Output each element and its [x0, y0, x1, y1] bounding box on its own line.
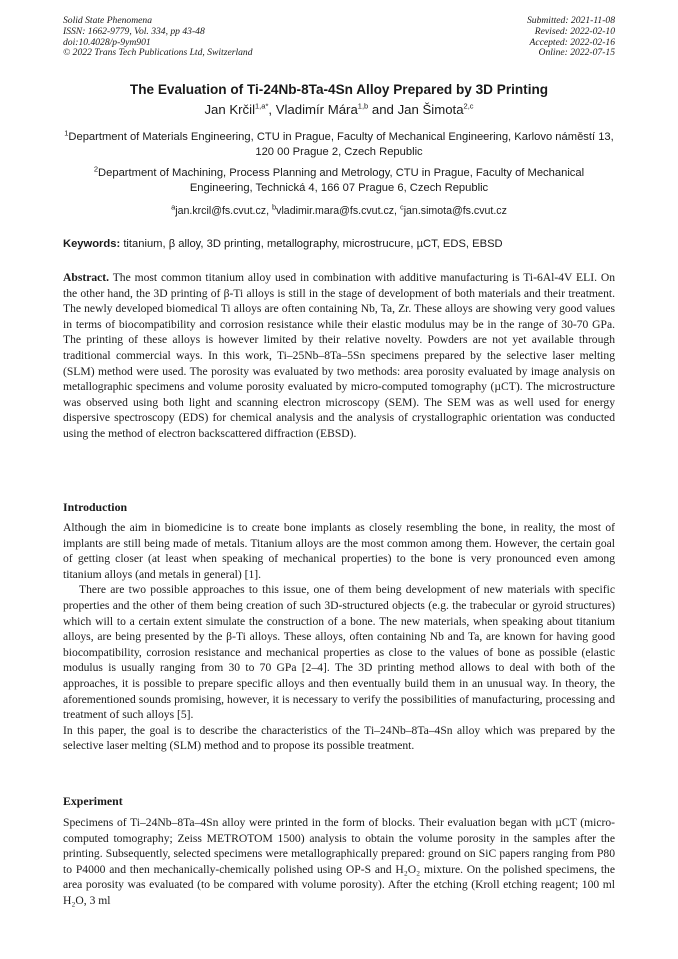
- introduction-body: [63, 520, 615, 754]
- experiment-heading: Experiment: [63, 794, 123, 808]
- affiliation-mark: 1: [64, 128, 69, 138]
- abstract-text: The most common titanium alloy used in combination with additive manufacturing is Ti-6Al-4V ELI. On the other hand, the 3D printing of β-Ti alloys is still in the stage of development of both materials and their treatment. The newly developed biomedical Ti alloys are often containing Nb, Ta, Zr. These alloys are showing very good values in terms of biocompatibility and corrosion resistance while their elastic modulus may be in the range of 30-70 GPa. The printing of these alloys is however limited by their relative novelty. Powders are not yet available through traditional commercial ways. In this work, Ti–25Nb–8Ta–5Sn specimens prepared by the selective laser melting (SLM) method were used. The porosity was evaluated by two methods: area porosity evaluated by image analysis on metallographic specimens and volume porosity evaluated by micro-computed tomography (µCT). The microstructure was observed using both light and scanning electron microscopy (SEM). The SEM was as well used for energy dispersive spectroscopy (EDS) for chemical analysis and the analysis of crystallographic orientation was conducted using the method of electron backscattered diffraction (EBSD).: [63, 271, 615, 440]
- experiment-paragraph: Specimens of Ti–24Nb–8Ta–4Sn alloy were printed in the form of blocks. Their evaluation began with µCT (micro-computed tomography; Zeiss METROTOM 1500) analysis to obtain the volume porosity in the samples after the printing. Subsequently, selected specimens were metallographically prepared: ground on SiC papers ranging from P80 to P4000 and then mechanically-chemically polished using OP-S and H₂O₂ mixture. On the polished specimens, the area porosity was evaluated (to be compared with volume porosity). After the etching (Kroll etching reagent; 100 ml H₂O, 3 ml: [63, 816, 615, 907]
- journal-name: Solid State Phenomena: [63, 15, 152, 26]
- affiliation-2: [63, 166, 615, 196]
- journal-doi: doi:10.4028/p-9ym901: [63, 36, 151, 48]
- journal-copyright: © 2022 Trans Tech Publications Ltd, Switzerland: [63, 47, 253, 59]
- email-mark: a: [171, 202, 176, 212]
- author-affiliation-mark: 1,a*: [255, 101, 269, 111]
- email-address: jan.simota@fs.cvut.cz: [403, 205, 507, 217]
- date-accepted: Accepted: 2022-02-16: [529, 36, 615, 48]
- email-address: jan.krcil@fs.cvut.cz,: [175, 205, 272, 217]
- author-name: Vladimír Mára: [275, 102, 358, 117]
- abstract-label: Abstract.: [63, 271, 110, 284]
- author-separator: and: [368, 102, 398, 117]
- abstract: [63, 270, 615, 442]
- affiliation-mark: 2: [93, 164, 99, 174]
- keywords-text: titanium, β alloy, 3D printing, metallography, microstrucure, µCT, EDS, EBSD: [123, 238, 503, 250]
- keywords-label: Keywords:: [63, 238, 121, 250]
- author-name: Jan Šimota: [397, 102, 464, 117]
- date-submitted: Submitted: 2021-11-08: [526, 15, 615, 26]
- journal-issn: ISSN: 1662-9779, Vol. 334, pp 43-48: [63, 25, 205, 37]
- journal-info: [63, 16, 253, 59]
- affiliation-1: [63, 130, 615, 160]
- introduction-paragraph: There are two possible approaches to this issue, one of them being development of new materials with specific properties and the other of them being creation of such 3D-structured objects (e.g. the trabecular or gyroid structures) which will to a certain extent simulate the construction of a bone. The new materials, when speaking about titanium alloys, are being presented by the β-Ti alloys. These alloys, often containing Nb and Ta, are known for having good biocompatibility, corrosion resistance and mechanical properties as close to the values of bone as possible (elastic modulus is usually ranging from 30 to 70 GPa [2–4]. The 3D printing method allows to deal with both of the approaches, it is possible to prepare specific alloys and then eventually build them in an unusual way. In theory, the aforementioned sounds promising, however, it is necessary to verify the possibilities of manufacturing, processing and treatment of such alloys [5].: [63, 583, 615, 722]
- introduction-paragraph: In this paper, the goal is to describe the characteristics of the Ti–24Nb–8Ta–4Sn alloy which was prepared by the selective laser melting (SLM) method and to propose its possible treatment.: [63, 723, 615, 753]
- author-list: [0, 102, 678, 117]
- introduction-paragraph: Although the aim in biomedicine is to create bone implants as closely resembling the bone, in reality, the most of implants are still being made of metals. Titanium alloys are the most common among them. However, the certain goal of getting closer (at least when speaking of mechanical properties) to the bone is very pronounced even among titanium alloys (and metals in general) [1].: [63, 521, 615, 581]
- email-mark: b: [271, 202, 277, 212]
- email-mark: c: [399, 202, 404, 212]
- author-emails: [0, 202, 678, 217]
- author-name: Jan Krčil: [204, 102, 256, 117]
- email-address: vladimir.mara@fs.cvut.cz,: [276, 205, 400, 217]
- keywords: [63, 238, 615, 250]
- date-revised: Revised: 2022-02-10: [534, 25, 615, 37]
- author-affiliation-mark: 2,c: [463, 101, 474, 111]
- affiliation-text: Department of Machining, Process Planning and Metrology, CTU in Prague, Faculty of Mechanical Engineering, Technická 4, 166 07 Prague 6, Czech Republic: [98, 167, 585, 194]
- paper-title: The Evaluation of Ti-24Nb-8Ta-4Sn Alloy Prepared by 3D Printing: [129, 82, 549, 97]
- introduction-heading: Introduction: [63, 500, 128, 514]
- author-affiliation-mark: 1,b: [357, 101, 369, 111]
- date-online: Online: 2022-07-15: [538, 47, 615, 59]
- publication-dates: [527, 16, 615, 59]
- experiment-body: [63, 815, 615, 909]
- affiliation-text: Department of Materials Engineering, CTU in Prague, Faculty of Mechanical Engineering, Karlovo náměstí 13, 120 00 Prague 2, Czech Republic: [68, 131, 614, 158]
- author-separator: ,: [268, 102, 276, 117]
